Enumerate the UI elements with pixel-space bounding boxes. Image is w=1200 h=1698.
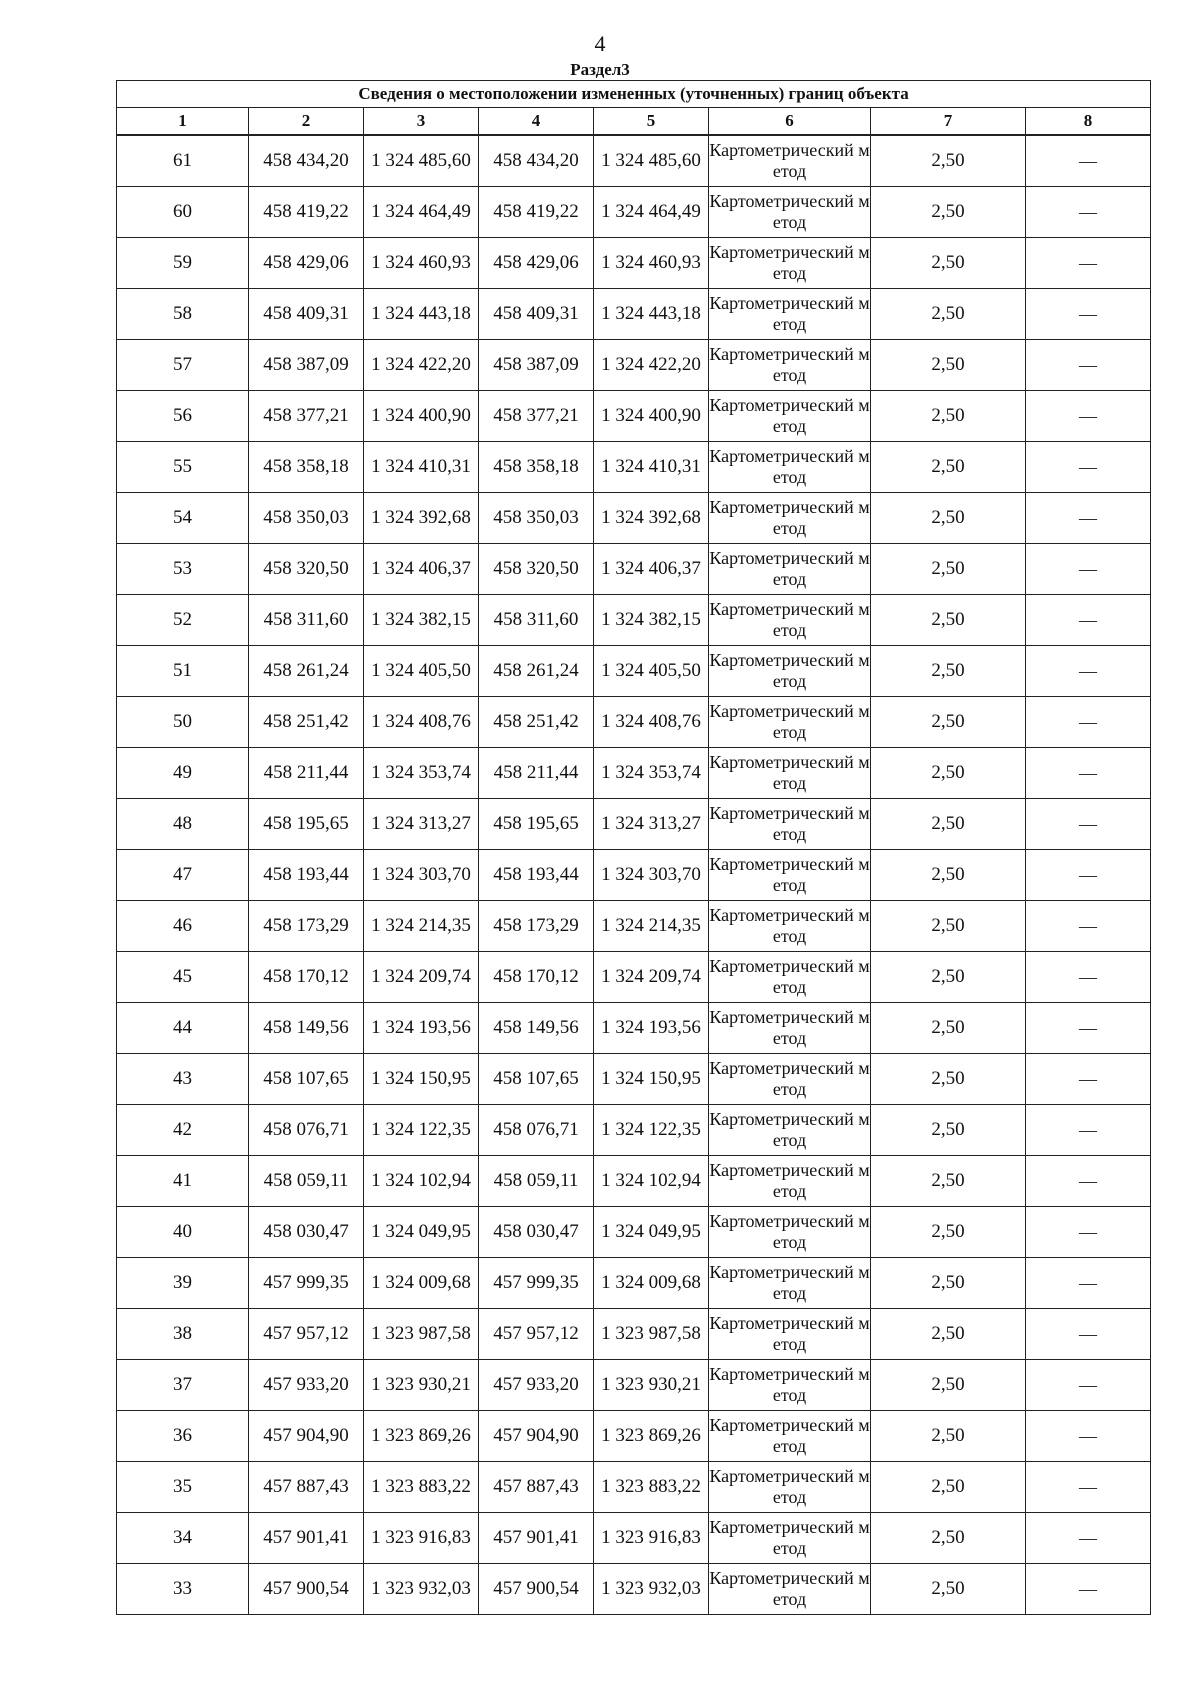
y-old-cell: 1 323 932,03	[364, 1564, 479, 1615]
x-new-cell: 457 904,90	[479, 1411, 594, 1462]
point-number-cell: 38	[117, 1309, 249, 1360]
x-new-cell: 457 900,54	[479, 1564, 594, 1615]
table-row	[117, 187, 1151, 238]
x-old-cell: 458 320,50	[249, 544, 364, 595]
table-row	[117, 697, 1151, 748]
description-cell: —	[1026, 391, 1151, 442]
x-old-cell: 458 030,47	[249, 1207, 364, 1258]
description-cell: —	[1026, 1207, 1151, 1258]
description-cell: —	[1026, 1513, 1151, 1564]
table-row	[117, 340, 1151, 391]
description-cell: —	[1026, 748, 1151, 799]
x-new-cell: 458 193,44	[479, 850, 594, 901]
method-cell: Картометрический метод	[709, 289, 871, 340]
x-old-cell: 458 377,21	[249, 391, 364, 442]
description-cell: —	[1026, 1258, 1151, 1309]
table-row	[117, 850, 1151, 901]
x-new-cell: 458 434,20	[479, 135, 594, 187]
description-cell: —	[1026, 646, 1151, 697]
x-new-cell: 458 076,71	[479, 1105, 594, 1156]
description-cell: —	[1026, 1462, 1151, 1513]
table-row	[117, 748, 1151, 799]
point-number-cell: 61	[117, 135, 249, 187]
method-cell: Картометрический метод	[709, 1003, 871, 1054]
method-cell: Картометрический метод	[709, 748, 871, 799]
y-new-cell: 1 324 485,60	[594, 135, 709, 187]
x-old-cell: 457 887,43	[249, 1462, 364, 1513]
table-row	[117, 1462, 1151, 1513]
y-old-cell: 1 324 193,56	[364, 1003, 479, 1054]
x-old-cell: 458 409,31	[249, 289, 364, 340]
x-new-cell: 458 429,06	[479, 238, 594, 289]
method-cell: Картометрический метод	[709, 1411, 871, 1462]
y-new-cell: 1 324 410,31	[594, 442, 709, 493]
accuracy-cell: 2,50	[871, 391, 1026, 442]
y-new-cell: 1 324 150,95	[594, 1054, 709, 1105]
method-cell: Картометрический метод	[709, 1462, 871, 1513]
description-cell: —	[1026, 1003, 1151, 1054]
y-new-cell: 1 324 353,74	[594, 748, 709, 799]
point-number-cell: 36	[117, 1411, 249, 1462]
table-row	[117, 646, 1151, 697]
y-new-cell: 1 324 122,35	[594, 1105, 709, 1156]
y-new-cell: 1 324 313,27	[594, 799, 709, 850]
description-cell: —	[1026, 544, 1151, 595]
method-cell: Картометрический метод	[709, 595, 871, 646]
y-new-cell: 1 324 392,68	[594, 493, 709, 544]
accuracy-cell: 2,50	[871, 595, 1026, 646]
x-new-cell: 458 387,09	[479, 340, 594, 391]
table-row	[117, 1309, 1151, 1360]
method-cell: Картометрический метод	[709, 952, 871, 1003]
table-row	[117, 901, 1151, 952]
table-row	[117, 1105, 1151, 1156]
column-header-row	[117, 108, 1151, 136]
point-number-cell: 54	[117, 493, 249, 544]
method-cell: Картометрический метод	[709, 697, 871, 748]
table-row	[117, 1054, 1151, 1105]
description-cell: —	[1026, 1156, 1151, 1207]
x-old-cell: 457 901,41	[249, 1513, 364, 1564]
point-number-cell: 39	[117, 1258, 249, 1309]
point-number-cell: 48	[117, 799, 249, 850]
table-row	[117, 1258, 1151, 1309]
y-old-cell: 1 324 422,20	[364, 340, 479, 391]
column-header: 3	[364, 108, 479, 136]
x-old-cell: 458 429,06	[249, 238, 364, 289]
accuracy-cell: 2,50	[871, 544, 1026, 595]
y-new-cell: 1 324 460,93	[594, 238, 709, 289]
y-old-cell: 1 324 313,27	[364, 799, 479, 850]
method-cell: Картометрический метод	[709, 1564, 871, 1615]
y-new-cell: 1 324 102,94	[594, 1156, 709, 1207]
x-new-cell: 458 311,60	[479, 595, 594, 646]
point-number-cell: 42	[117, 1105, 249, 1156]
point-number-cell: 44	[117, 1003, 249, 1054]
table-row	[117, 391, 1151, 442]
column-header: 8	[1026, 108, 1151, 136]
y-old-cell: 1 324 303,70	[364, 850, 479, 901]
y-old-cell: 1 323 883,22	[364, 1462, 479, 1513]
x-old-cell: 458 358,18	[249, 442, 364, 493]
page-number: 4	[594, 31, 606, 56]
method-cell: Картометрический метод	[709, 1156, 871, 1207]
table-row	[117, 135, 1151, 187]
y-new-cell: 1 323 869,26	[594, 1411, 709, 1462]
x-new-cell: 457 999,35	[479, 1258, 594, 1309]
method-cell: Картометрический метод	[709, 901, 871, 952]
y-new-cell: 1 324 193,56	[594, 1003, 709, 1054]
y-old-cell: 1 323 869,26	[364, 1411, 479, 1462]
point-number-cell: 41	[117, 1156, 249, 1207]
method-cell: Картометрический метод	[709, 1105, 871, 1156]
x-new-cell: 458 107,65	[479, 1054, 594, 1105]
table-row	[117, 1513, 1151, 1564]
x-old-cell: 458 261,24	[249, 646, 364, 697]
description-cell: —	[1026, 187, 1151, 238]
method-cell: Картометрический метод	[709, 1054, 871, 1105]
x-old-cell: 458 350,03	[249, 493, 364, 544]
y-new-cell: 1 324 400,90	[594, 391, 709, 442]
method-cell: Картометрический метод	[709, 850, 871, 901]
accuracy-cell: 2,50	[871, 1360, 1026, 1411]
point-number-cell: 33	[117, 1564, 249, 1615]
y-old-cell: 1 324 410,31	[364, 442, 479, 493]
y-new-cell: 1 324 422,20	[594, 340, 709, 391]
method-cell: Картометрический метод	[709, 1207, 871, 1258]
description-cell: —	[1026, 442, 1151, 493]
y-old-cell: 1 324 009,68	[364, 1258, 479, 1309]
y-old-cell: 1 323 916,83	[364, 1513, 479, 1564]
x-old-cell: 458 387,09	[249, 340, 364, 391]
accuracy-cell: 2,50	[871, 289, 1026, 340]
x-old-cell: 457 904,90	[249, 1411, 364, 1462]
y-old-cell: 1 324 150,95	[364, 1054, 479, 1105]
boundary-coordinates-table	[116, 80, 1151, 1615]
point-number-cell: 56	[117, 391, 249, 442]
description-cell: —	[1026, 1411, 1151, 1462]
method-cell: Картометрический метод	[709, 1360, 871, 1411]
y-old-cell: 1 324 405,50	[364, 646, 479, 697]
point-number-cell: 59	[117, 238, 249, 289]
description-cell: —	[1026, 340, 1151, 391]
x-old-cell: 458 173,29	[249, 901, 364, 952]
column-header: 7	[871, 108, 1026, 136]
x-old-cell: 458 107,65	[249, 1054, 364, 1105]
point-number-cell: 37	[117, 1360, 249, 1411]
y-old-cell: 1 324 406,37	[364, 544, 479, 595]
accuracy-cell: 2,50	[871, 1207, 1026, 1258]
accuracy-cell: 2,50	[871, 1156, 1026, 1207]
description-cell: —	[1026, 901, 1151, 952]
y-old-cell: 1 324 382,15	[364, 595, 479, 646]
description-cell: —	[1026, 135, 1151, 187]
x-old-cell: 457 900,54	[249, 1564, 364, 1615]
x-new-cell: 457 887,43	[479, 1462, 594, 1513]
point-number-cell: 52	[117, 595, 249, 646]
method-cell: Картометрический метод	[709, 340, 871, 391]
point-number-cell: 57	[117, 340, 249, 391]
x-new-cell: 458 173,29	[479, 901, 594, 952]
y-new-cell: 1 323 932,03	[594, 1564, 709, 1615]
description-cell: —	[1026, 289, 1151, 340]
y-new-cell: 1 324 405,50	[594, 646, 709, 697]
y-old-cell: 1 324 353,74	[364, 748, 479, 799]
accuracy-cell: 2,50	[871, 1258, 1026, 1309]
x-new-cell: 458 211,44	[479, 748, 594, 799]
point-number-cell: 45	[117, 952, 249, 1003]
description-cell: —	[1026, 697, 1151, 748]
table-row	[117, 238, 1151, 289]
x-new-cell: 458 261,24	[479, 646, 594, 697]
y-new-cell: 1 324 009,68	[594, 1258, 709, 1309]
column-header: 4	[479, 108, 594, 136]
accuracy-cell: 2,50	[871, 1105, 1026, 1156]
point-number-cell: 53	[117, 544, 249, 595]
accuracy-cell: 2,50	[871, 901, 1026, 952]
accuracy-cell: 2,50	[871, 646, 1026, 697]
x-old-cell: 458 251,42	[249, 697, 364, 748]
method-cell: Картометрический метод	[709, 135, 871, 187]
column-header: 5	[594, 108, 709, 136]
y-old-cell: 1 324 408,76	[364, 697, 479, 748]
y-old-cell: 1 324 460,93	[364, 238, 479, 289]
y-old-cell: 1 324 122,35	[364, 1105, 479, 1156]
accuracy-cell: 2,50	[871, 850, 1026, 901]
table-row	[117, 595, 1151, 646]
y-new-cell: 1 323 987,58	[594, 1309, 709, 1360]
y-new-cell: 1 323 930,21	[594, 1360, 709, 1411]
y-new-cell: 1 324 464,49	[594, 187, 709, 238]
accuracy-cell: 2,50	[871, 493, 1026, 544]
x-old-cell: 458 076,71	[249, 1105, 364, 1156]
description-cell: —	[1026, 952, 1151, 1003]
x-old-cell: 458 211,44	[249, 748, 364, 799]
accuracy-cell: 2,50	[871, 697, 1026, 748]
method-cell: Картометрический метод	[709, 544, 871, 595]
table-caption: Сведения о местоположении измененных (уточненных) границ объекта	[117, 81, 1151, 108]
point-number-cell: 60	[117, 187, 249, 238]
y-old-cell: 1 323 930,21	[364, 1360, 479, 1411]
description-cell: —	[1026, 1105, 1151, 1156]
table-row	[117, 799, 1151, 850]
table-row	[117, 442, 1151, 493]
y-old-cell: 1 324 214,35	[364, 901, 479, 952]
description-cell: —	[1026, 595, 1151, 646]
accuracy-cell: 2,50	[871, 135, 1026, 187]
y-old-cell: 1 324 049,95	[364, 1207, 479, 1258]
y-old-cell: 1 324 443,18	[364, 289, 479, 340]
x-old-cell: 457 957,12	[249, 1309, 364, 1360]
y-new-cell: 1 324 382,15	[594, 595, 709, 646]
description-cell: —	[1026, 799, 1151, 850]
y-old-cell: 1 323 987,58	[364, 1309, 479, 1360]
table-row	[117, 1003, 1151, 1054]
column-header: 2	[249, 108, 364, 136]
point-number-cell: 47	[117, 850, 249, 901]
x-new-cell: 458 030,47	[479, 1207, 594, 1258]
method-cell: Картометрический метод	[709, 1258, 871, 1309]
description-cell: —	[1026, 1360, 1151, 1411]
y-new-cell: 1 324 209,74	[594, 952, 709, 1003]
accuracy-cell: 2,50	[871, 1054, 1026, 1105]
table-row	[117, 1156, 1151, 1207]
x-new-cell: 458 149,56	[479, 1003, 594, 1054]
table-body	[117, 135, 1151, 1615]
table-row	[117, 1411, 1151, 1462]
method-cell: Картометрический метод	[709, 799, 871, 850]
accuracy-cell: 2,50	[871, 1513, 1026, 1564]
method-cell: Картометрический метод	[709, 646, 871, 697]
column-header: 6	[709, 108, 871, 136]
point-number-cell: 58	[117, 289, 249, 340]
x-new-cell: 458 358,18	[479, 442, 594, 493]
x-new-cell: 457 933,20	[479, 1360, 594, 1411]
table-row	[117, 952, 1151, 1003]
accuracy-cell: 2,50	[871, 1411, 1026, 1462]
y-new-cell: 1 324 214,35	[594, 901, 709, 952]
y-new-cell: 1 324 443,18	[594, 289, 709, 340]
y-old-cell: 1 324 400,90	[364, 391, 479, 442]
x-new-cell: 458 419,22	[479, 187, 594, 238]
point-number-cell: 51	[117, 646, 249, 697]
accuracy-cell: 2,50	[871, 1564, 1026, 1615]
point-number-cell: 40	[117, 1207, 249, 1258]
y-new-cell: 1 324 049,95	[594, 1207, 709, 1258]
point-number-cell: 55	[117, 442, 249, 493]
point-number-cell: 34	[117, 1513, 249, 1564]
x-old-cell: 458 311,60	[249, 595, 364, 646]
method-cell: Картометрический метод	[709, 187, 871, 238]
x-old-cell: 458 434,20	[249, 135, 364, 187]
accuracy-cell: 2,50	[871, 748, 1026, 799]
method-cell: Картометрический метод	[709, 442, 871, 493]
accuracy-cell: 2,50	[871, 1309, 1026, 1360]
x-old-cell: 458 170,12	[249, 952, 364, 1003]
description-cell: —	[1026, 493, 1151, 544]
y-new-cell: 1 324 303,70	[594, 850, 709, 901]
accuracy-cell: 2,50	[871, 238, 1026, 289]
accuracy-cell: 2,50	[871, 442, 1026, 493]
x-new-cell: 458 195,65	[479, 799, 594, 850]
accuracy-cell: 2,50	[871, 1462, 1026, 1513]
x-old-cell: 458 059,11	[249, 1156, 364, 1207]
y-new-cell: 1 324 408,76	[594, 697, 709, 748]
table-row	[117, 1360, 1151, 1411]
x-new-cell: 458 409,31	[479, 289, 594, 340]
x-new-cell: 458 350,03	[479, 493, 594, 544]
x-new-cell: 458 059,11	[479, 1156, 594, 1207]
x-old-cell: 458 419,22	[249, 187, 364, 238]
y-old-cell: 1 324 464,49	[364, 187, 479, 238]
x-old-cell: 458 195,65	[249, 799, 364, 850]
x-new-cell: 458 320,50	[479, 544, 594, 595]
point-number-cell: 43	[117, 1054, 249, 1105]
x-old-cell: 457 933,20	[249, 1360, 364, 1411]
table-row	[117, 544, 1151, 595]
table-row	[117, 289, 1151, 340]
section-title: Раздел3	[570, 60, 630, 79]
description-cell: —	[1026, 1054, 1151, 1105]
method-cell: Картометрический метод	[709, 391, 871, 442]
method-cell: Картометрический метод	[709, 1309, 871, 1360]
y-old-cell: 1 324 392,68	[364, 493, 479, 544]
accuracy-cell: 2,50	[871, 340, 1026, 391]
method-cell: Картометрический метод	[709, 1513, 871, 1564]
column-header: 1	[117, 108, 249, 136]
x-new-cell: 458 170,12	[479, 952, 594, 1003]
accuracy-cell: 2,50	[871, 799, 1026, 850]
x-old-cell: 457 999,35	[249, 1258, 364, 1309]
x-new-cell: 457 901,41	[479, 1513, 594, 1564]
description-cell: —	[1026, 1564, 1151, 1615]
point-number-cell: 35	[117, 1462, 249, 1513]
x-new-cell: 457 957,12	[479, 1309, 594, 1360]
method-cell: Картометрический метод	[709, 493, 871, 544]
accuracy-cell: 2,50	[871, 1003, 1026, 1054]
point-number-cell: 50	[117, 697, 249, 748]
y-new-cell: 1 323 916,83	[594, 1513, 709, 1564]
table-row	[117, 1564, 1151, 1615]
method-cell: Картометрический метод	[709, 238, 871, 289]
description-cell: —	[1026, 850, 1151, 901]
y-new-cell: 1 323 883,22	[594, 1462, 709, 1513]
x-old-cell: 458 193,44	[249, 850, 364, 901]
table-row	[117, 1207, 1151, 1258]
description-cell: —	[1026, 238, 1151, 289]
x-new-cell: 458 251,42	[479, 697, 594, 748]
accuracy-cell: 2,50	[871, 187, 1026, 238]
table-row	[117, 493, 1151, 544]
description-cell: —	[1026, 1309, 1151, 1360]
point-number-cell: 46	[117, 901, 249, 952]
x-old-cell: 458 149,56	[249, 1003, 364, 1054]
point-number-cell: 49	[117, 748, 249, 799]
y-old-cell: 1 324 102,94	[364, 1156, 479, 1207]
x-new-cell: 458 377,21	[479, 391, 594, 442]
y-old-cell: 1 324 485,60	[364, 135, 479, 187]
y-old-cell: 1 324 209,74	[364, 952, 479, 1003]
y-new-cell: 1 324 406,37	[594, 544, 709, 595]
accuracy-cell: 2,50	[871, 952, 1026, 1003]
